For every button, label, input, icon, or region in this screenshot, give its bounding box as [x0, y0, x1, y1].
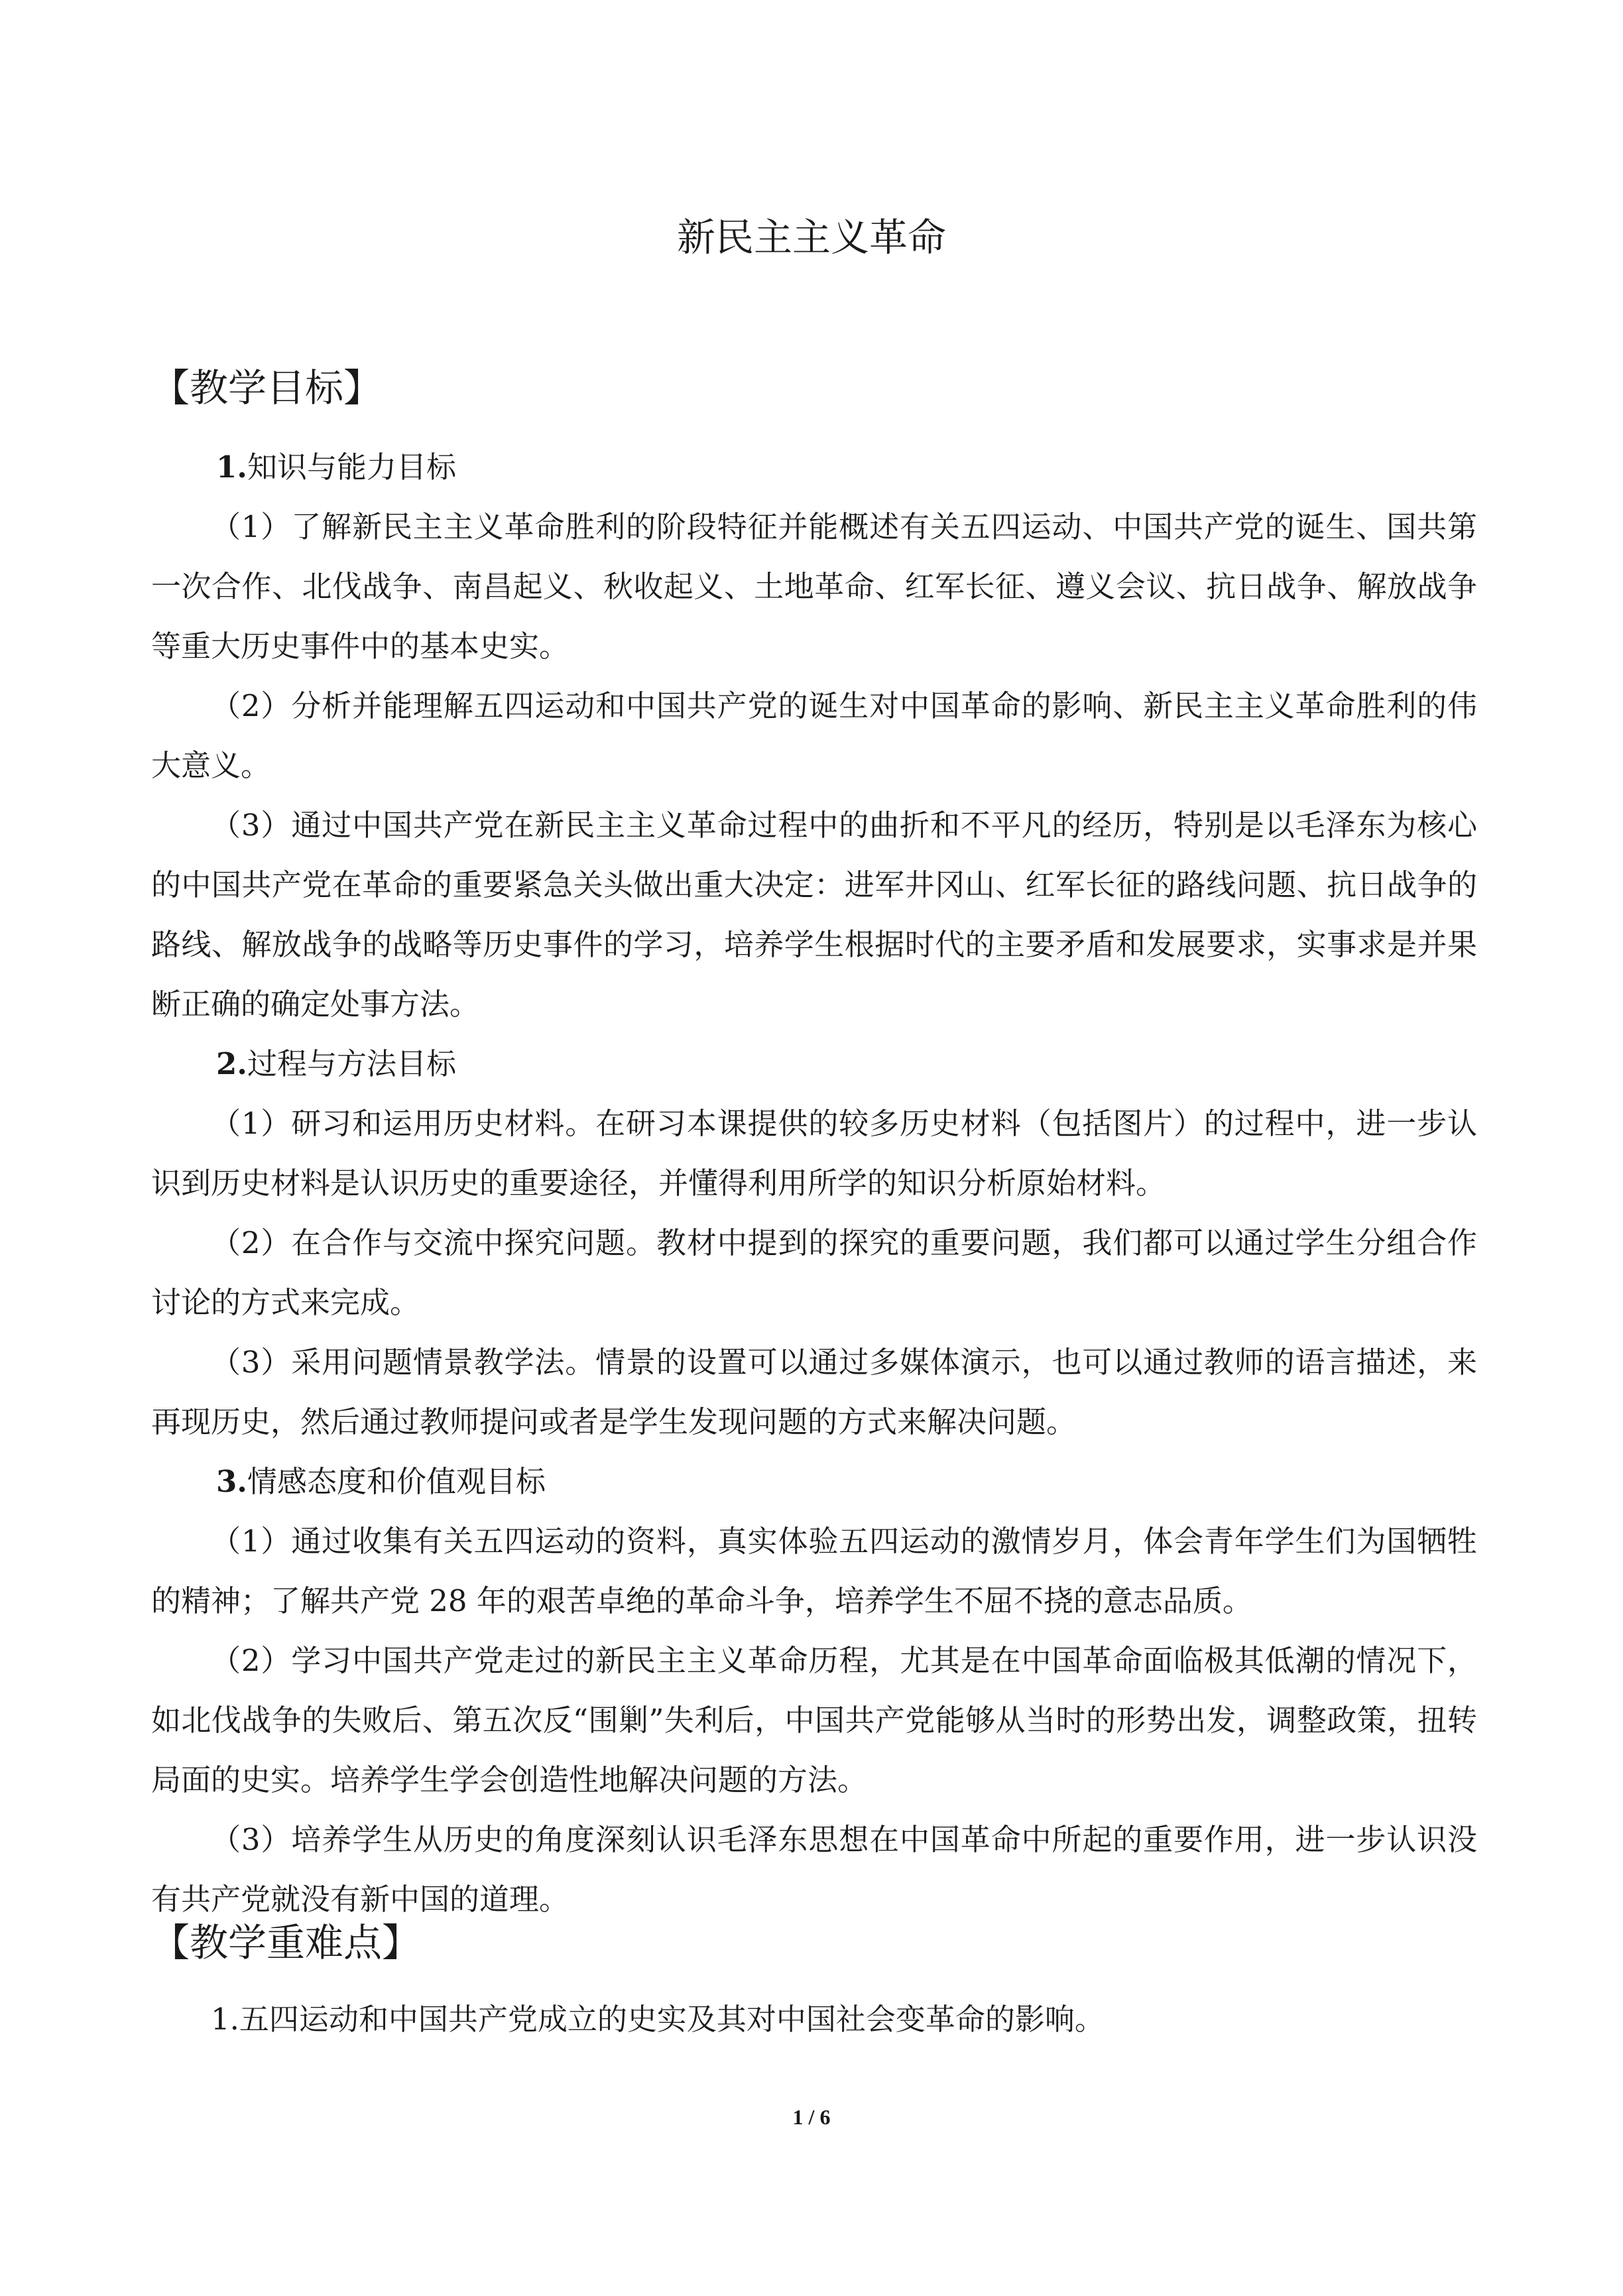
section-heading-keypoints: 【教学重难点】	[151, 1920, 421, 1965]
subheading-knowledge	[151, 438, 1477, 497]
paragraph: （3）培养学生从历史的角度深刻认识毛泽东思想在中国革命中所起的重要作用，进一步认识没有共产党就没有新中国的道理。	[151, 1822, 1477, 1917]
subheading-number: 1.	[216, 450, 247, 485]
paragraph: （1）通过收集有关五四运动的资料，真实体验五四运动的激情岁月，体会青年学生们为国牺牲的精神；了解共产党 28 年的艰苦卓绝的革命斗争，培养学生不屈不挠的意志品质。	[151, 1524, 1477, 1618]
subheading-number: 2.	[216, 1046, 247, 1081]
paragraph: （1）研习和运用历史材料。在研习本课提供的较多历史材料（包括图片）的过程中，进一步认识到历史材料是认识历史的重要途径，并懂得利用所学的知识分析原始材料。	[151, 1106, 1477, 1201]
subheading-label: 知识与能力目标	[247, 450, 456, 485]
paragraph: （3）通过中国共产党在新民主主义革命过程中的曲折和不平凡的经历，特别是以毛泽东为核心的中国共产党在革命的重要紧急关头做出重大决定：进军井冈山、红军长征的路线问题、抗日战争的路线、解放战争的战略等历史事件的学习，培养学生根据时代的主要矛盾和发展要求，实事求是并果断正确的确定处事方法。	[151, 808, 1477, 1022]
subheading-label: 过程与方法目标	[247, 1046, 456, 1081]
subheading-process	[151, 1034, 1477, 1094]
objectives-content	[151, 438, 1477, 1929]
paragraph: （2）学习中国共产党走过的新民主主义革命历程，尤其是在中国革命面临极其低潮的情况下，如北伐战争的失败后、第五次反“围剿”失利后，中国共产党能够从当时的形势出发，调整政策，扭转局面的史实。培养学生学会创造性地解决问题的方法。	[151, 1643, 1477, 1797]
section-heading-objectives: 【教学目标】	[151, 365, 383, 410]
paragraph: （3）采用问题情景教学法。情景的设置可以通过多媒体演示，也可以通过教师的语言描述，来再现历史，然后通过教师提问或者是学生发现问题的方式来解决问题。	[151, 1345, 1477, 1439]
paragraph: （2）分析并能理解五四运动和中国共产党的诞生对中国革命的影响、新民主主义革命胜利的伟大意义。	[151, 688, 1477, 783]
document-title: 新民主主义革命	[676, 215, 946, 260]
paragraph: （1）了解新民主主义革命胜利的阶段特征并能概述有关五四运动、中国共产党的诞生、国共第一次合作、北伐战争、南昌起义、秋收起义、土地革命、红军长征、遵义会议、抗日战争、解放战争等重大历史事件中的基本史实。	[151, 509, 1477, 664]
subheading-values	[151, 1452, 1477, 1512]
keypoints-content	[151, 1990, 1477, 2049]
paragraph: 1.五四运动和中国共产党成立的史实及其对中国社会变革命的影响。	[211, 2002, 1105, 2037]
page-number: 1 / 6	[792, 2105, 831, 2129]
paragraph: （2）在合作与交流中探究问题。教材中提到的探究的重要问题，我们都可以通过学生分组合作讨论的方式来完成。	[151, 1225, 1477, 1320]
subheading-label: 情感态度和价值观目标	[247, 1464, 546, 1499]
subheading-number: 3.	[216, 1464, 247, 1499]
